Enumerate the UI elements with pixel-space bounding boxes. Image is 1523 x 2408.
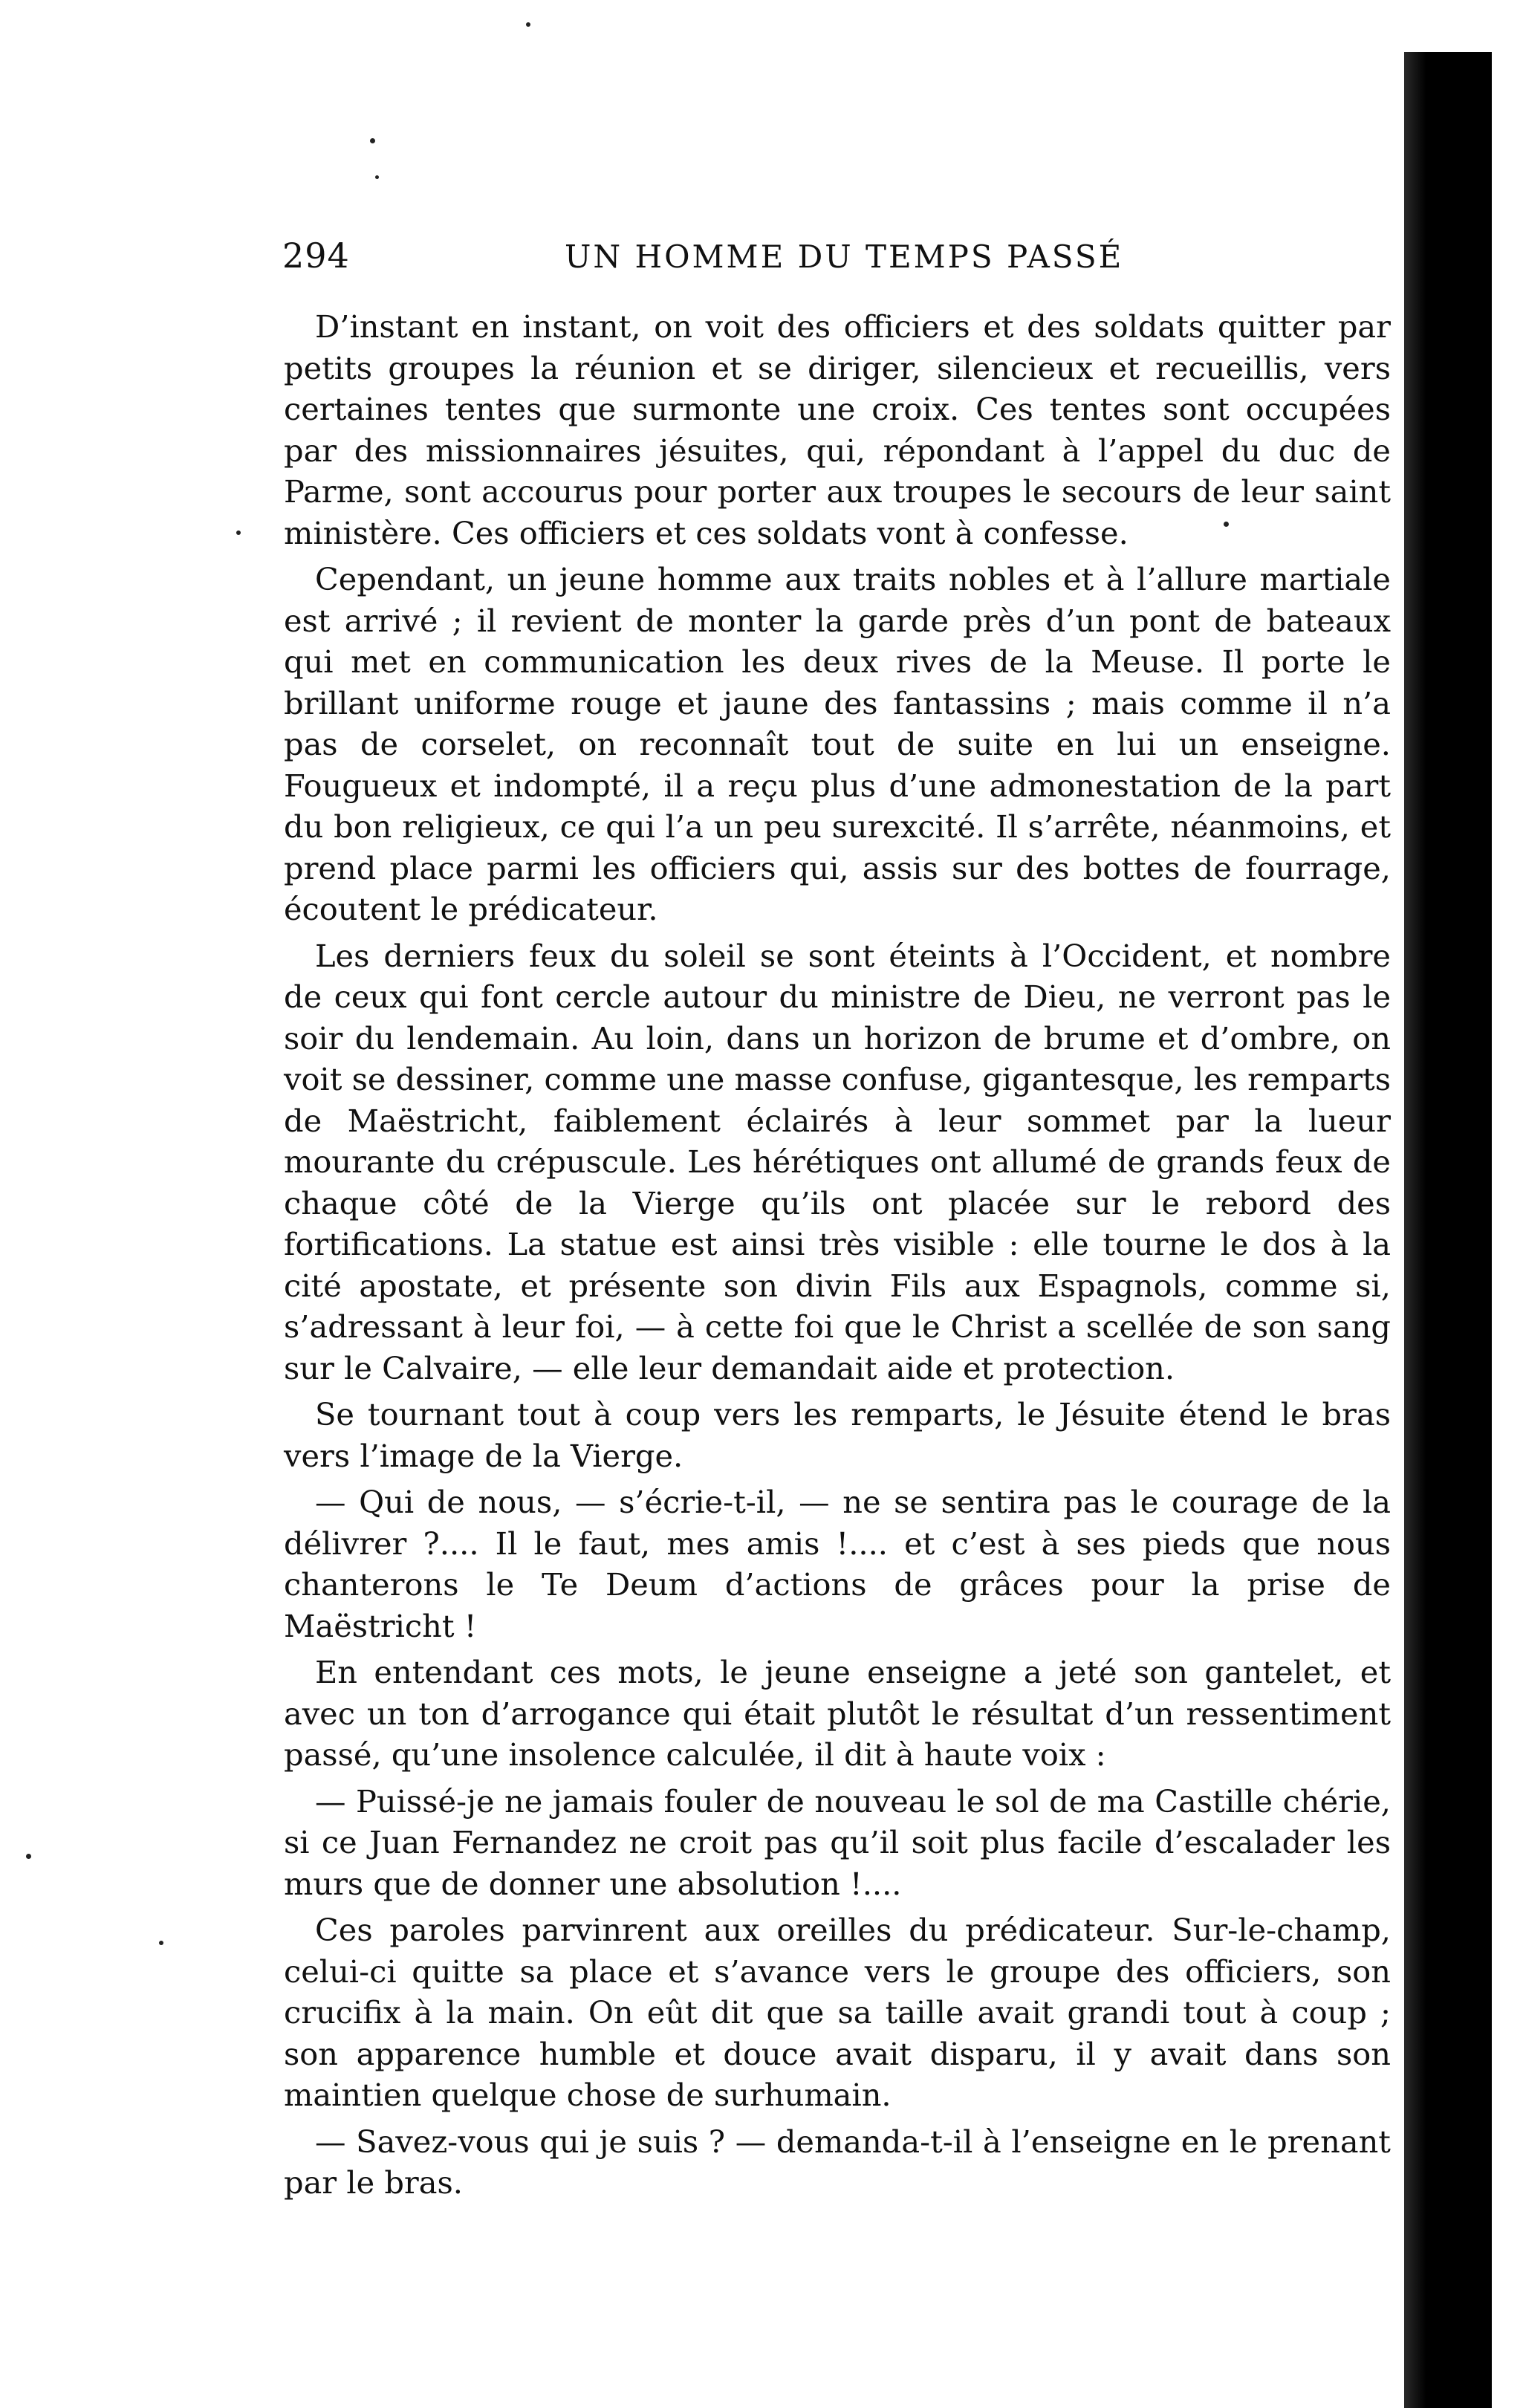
ink-speck	[526, 22, 530, 27]
ink-speck	[370, 138, 375, 143]
ink-speck	[26, 1854, 31, 1859]
binding-shadow	[1404, 52, 1492, 2408]
paragraph: — Savez-vous qui je suis ? — demanda-t-il à l’enseigne en le prenant par le bras.	[284, 2123, 1391, 2201]
paragraph: — Puissé-je ne jamais fouler de nouveau le sol de ma Castille chérie, si ce Juan Fernandez ne croit pas qu’il soit plus facile d’escalader les murs que de donner une absolution !....	[284, 1782, 1391, 1902]
paragraph: En entendant ces mots, le jeune enseigne a jeté son gantelet, et avec un ton d’arrogance qui était plutôt le résultat d’un ressentiment passé, qu’une insolence calculée, il dit à haute voix :	[284, 1654, 1391, 1773]
page-number: 294	[282, 236, 350, 276]
ink-speck	[375, 175, 379, 179]
ink-speck	[236, 530, 241, 535]
running-header	[282, 219, 1382, 286]
paragraph: — Qui de nous, — s’écrie-t-il, — ne se sentira pas le courage de la délivrer ?.... Il le faut, mes amis !.... et c’est à ses pieds que nous chanterons le Te Deum d’actions de grâces pour la prise de Maëstricht !	[284, 1484, 1391, 1644]
body-text	[284, 306, 1391, 2209]
paragraph: D’instant en instant, on voit des officiers et des soldats quitter par petits groupes la réunion et se diriger, silencieux et recueillis, vers certaines tentes que surmonte une croix. Ces tentes sont occupées par des missionnaires jésuites, qui, répondant à l’appel du duc de Parme, sont accourus pour porter aux troupes le secours de leur saint ministère. Ces officiers et ces soldats vont à confesse.	[284, 308, 1391, 551]
paragraph: Ces paroles parvinrent aux oreilles du prédicateur. Sur-le-champ, celui-ci quitte sa place et s’avance vers le groupe des officiers, son crucifix à la main. On eût dit que sa taille avait grandi tout à coup ; son apparence humble et douce avait disparu, il y avait dans son maintien quelque chose de surhumain.	[284, 1912, 1391, 2113]
running-title: UN HOMME DU TEMPS PASSÉ	[565, 238, 1124, 275]
paragraph: Se tournant tout à coup vers les remparts, le Jésuite étend le bras vers l’image de la Vierge.	[284, 1396, 1391, 1474]
paragraph: Cependant, un jeune homme aux traits nobles et à l’allure martiale est arrivé ; il revient de monter la garde près d’un pont de bateaux qui met en communication les deux rives de la Meuse. Il porte le brillant uniforme rouge et jaune des fantassins ; mais comme il n’a pas de corselet, on reconnaît tout de suite en lui un enseigne. Fougueux et indompté, il a reçu plus d’une admonestation de la part du bon religieux, ce qui l’a un peu surexcité. Il s’arrête, néanmoins, et prend place parmi les officiers qui, assis sur des bottes de fourrage, écoutent le prédicateur.	[284, 561, 1391, 927]
paragraph: Les derniers feux du soleil se sont éteints à l’Occident, et nombre de ceux qui font cercle autour du ministre de Dieu, ne verront pas le soir du lendemain. Au loin, dans un horizon de brume et d’ombre, on voit se dessiner, comme une masse confuse, gigantesque, les remparts de Maëstricht, faiblement éclairés à leur sommet par la lueur mourante du crépuscule. Les hérétiques ont allumé de grands feux de chaque côté de la Vierge qu’ils ont placée sur le rebord des fortifications. La statue est ainsi très visible : elle tourne le dos à la cité apostate, et présente son divin Fils aux Espagnols, comme si, s’adressant à leur foi, — à cette foi que le Christ a scellée de son sang sur le Calvaire, — elle leur demandait aide et protection.	[284, 937, 1392, 1386]
ink-speck	[159, 1941, 163, 1945]
